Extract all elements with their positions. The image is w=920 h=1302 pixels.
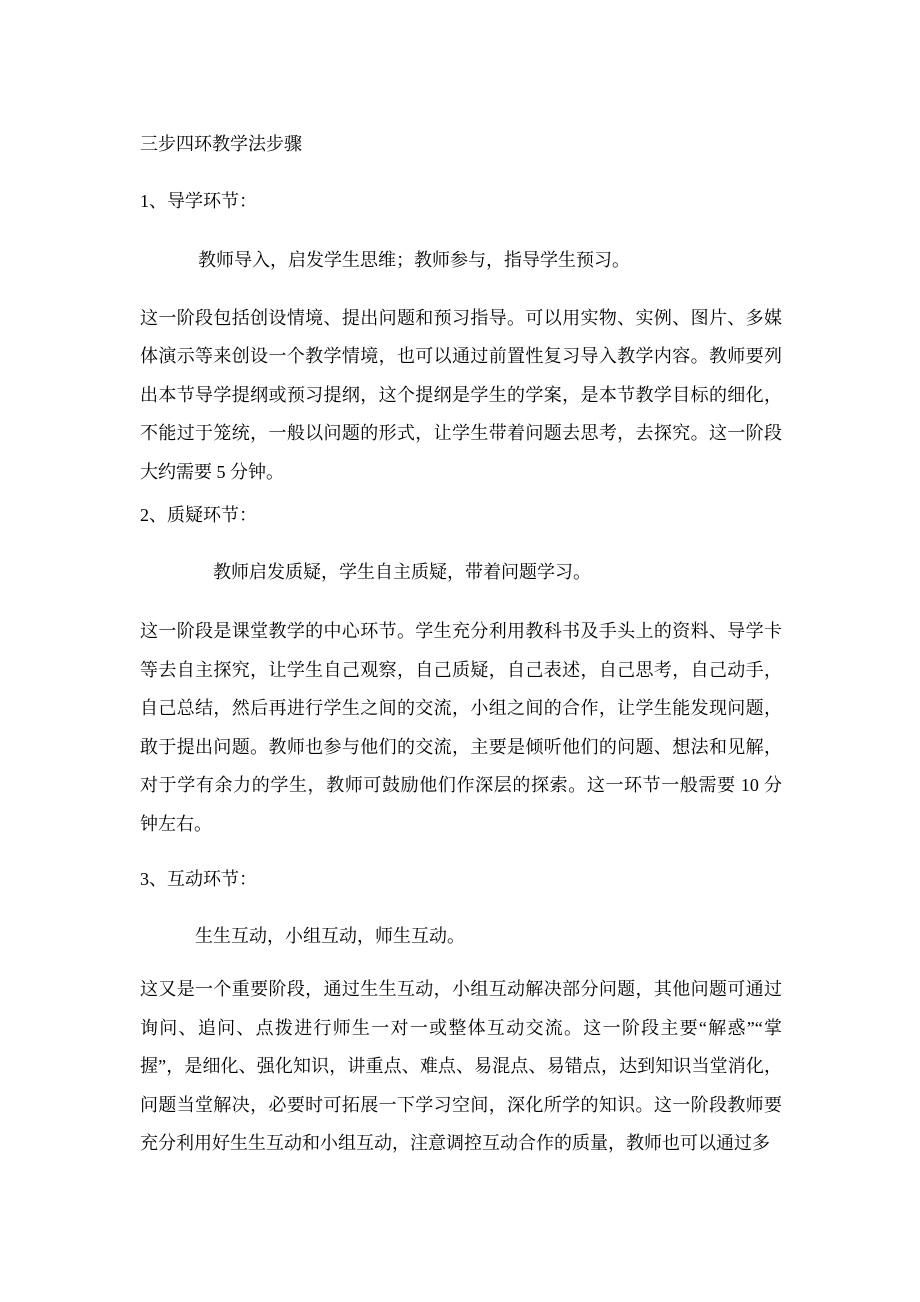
- paragraph-line: 这又是一个重要阶段，通过生生互动，小组互动解决部分问题，其他问题可通过: [140, 979, 782, 999]
- section-2-paragraph: [140, 612, 782, 843]
- paragraph-line: 握”，是细化、强化知识，讲重点、难点、易混点、易错点，达到知识当堂消化，: [140, 1056, 782, 1076]
- section-2-heading: 2、质疑环节：: [140, 505, 257, 525]
- paragraph-line: 问题当堂解决，必要时可拓展一下学习空间，深化所学的知识。这一阶段教师要: [140, 1094, 782, 1115]
- section-1-lead: 教师导入，启发学生思维；教师参与，指导学生预习。: [198, 250, 630, 270]
- section-2-lead: 教师启发质疑，学生自主质疑，带着问题学习。: [213, 561, 591, 582]
- section-guided-learning: [140, 182, 782, 492]
- paragraph-line: 这一阶段是课堂教学的中心环节。学生充分利用教科书及手头上的资料、导学卡: [140, 621, 782, 641]
- paragraph-line: 对于学有余力的学生，教师可鼓励他们作深层的探索。这一环节一般需要 10 分: [140, 775, 782, 795]
- paragraph-line: 自己总结，然后再进行学生之间的交流，小组之间的合作，让学生能发现问题，: [140, 698, 782, 718]
- paragraph-line: 询问、追问、点拨进行师生一对一或整体互动交流。这一阶段主要“解惑”“掌: [140, 1017, 782, 1038]
- section-3-paragraph: [140, 970, 782, 1163]
- section-1-paragraph: [140, 299, 782, 492]
- section-interaction: [140, 860, 782, 1163]
- paragraph-line: 不能过于笼统，一般以问题的形式，让学生带着问题去思考，去探究。这一阶段: [140, 423, 782, 443]
- section-questioning: [140, 496, 782, 843]
- paragraph-line: 敢于提出问题。教师也参与他们的交流，主要是倾听他们的问题、想法和见解，: [140, 736, 782, 757]
- paragraph-line: 这一阶段包括创设情境、提出问题和预习指导。可以用实物、实例、图片、多媒: [140, 307, 782, 328]
- section-3-heading: 3、互动环节：: [140, 869, 257, 889]
- paragraph-line: 钟左右。: [140, 813, 212, 834]
- document-title: 三步四环教学法步骤: [140, 134, 302, 154]
- paragraph-line: 出本节导学提纲或预习提纲，这个提纲是学生的学案，是本节教学目标的细化，: [140, 384, 782, 405]
- paragraph-line: 等去自主探究，让学生自己观察，自己质疑，自己表述，自己思考，自己动手，: [140, 659, 782, 680]
- paragraph-line: 体演示等来创设一个教学情境，也可以通过前置性复习导入教学内容。教师要列: [140, 346, 782, 366]
- section-3-lead: 生生互动，小组互动，师生互动。: [195, 925, 465, 946]
- paragraph-line: 大约需要 5 分钟。: [140, 461, 284, 482]
- section-1-heading: 1、导学环节：: [140, 190, 257, 211]
- paragraph-line: 充分利用好生生互动和小组互动，注意调控互动合作的质量，教师也可以通过多: [140, 1133, 770, 1153]
